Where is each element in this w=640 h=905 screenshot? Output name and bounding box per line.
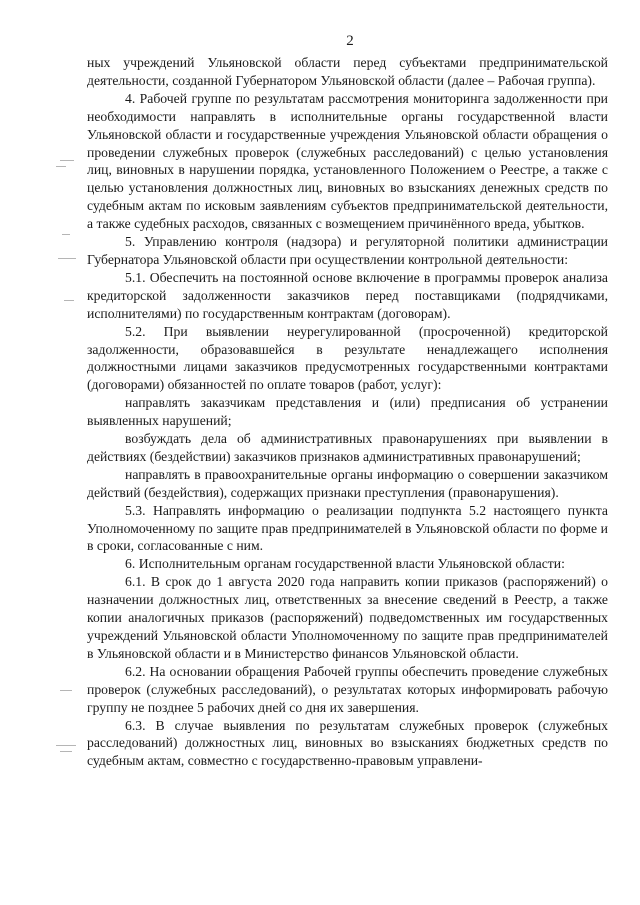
paragraph-item-6-2: 6.2. На основании обращения Рабочей группы обеспечить проведение служебных проверок (служебных расследований), о результатах которых информировать рабочую группу не позднее 5 рабочих дней со дня их завершения. [87, 663, 608, 715]
paragraph-item-6-3: 6.3. В случае выявления по результатам служебных проверок (служебных расследований) должностных лиц, виновных во взысканиях бюджетных средств по судебным актам, совместно с государственно-правовым управлени- [87, 717, 608, 769]
paragraph-continuation: ных учреждений Ульяновской области перед субъектами предпринимательской деятельности, созданной Губернатором Ульяновской области (далее – Рабочая группа). [87, 55, 608, 88]
paragraph-item-5-2-b: возбуждать дела об административных правонарушениях при выявлении в действиях (бездействии) заказчиков признаков административных правонарушений; [87, 431, 608, 464]
margin-mark [60, 690, 72, 691]
page-number: 2 [346, 33, 354, 49]
paragraph-item-5-2: 5.2. При выявлении неурегулированной (просроченной) кредиторской задолженности, образовавшейся в результате ненадлежащего исполнения должностными лицами заказчиков предусмотренных государственными контрактами (договорами) обязанностей по оплате товаров (работ, услуг): [87, 323, 608, 393]
scan-margin-marks [0, 0, 80, 905]
document-body [87, 54, 608, 770]
margin-mark [62, 234, 70, 235]
paragraph-item-5-2-a: направлять заказчикам представления и (или) предписания об устранении выявленных нарушений; [87, 395, 608, 429]
margin-mark [56, 745, 76, 746]
paragraph-item-4: 4. Рабочей группе по результатам рассмотрения мониторинга задолженности при необходимости направлять в исполнительные органы государственной власти Ульяновской области и государственные учреждения Ульяновской области обращения о проведении служебных проверок (служебных расследований) с целью установления лиц, виновных в нарушении порядка, установленного Положением о Реестре, а также с целью установления должностных лиц, виновных во взысканиях денежных средств по судебным актам по исковым заявлениям субъектов предпринимательской деятельности, а также судебных расходов, связанных с возмещением причинённого вреда, убытков. [87, 90, 608, 232]
margin-mark [56, 166, 66, 167]
paragraph-item-5-2-c: направлять в правоохранительные органы информацию о совершении заказчиком действий (бездействия), содержащих признаки преступления (правонарушения). [87, 466, 608, 500]
margin-mark [64, 300, 74, 301]
margin-mark [60, 751, 72, 752]
margin-mark [60, 160, 74, 161]
margin-mark [58, 258, 76, 259]
paragraph-item-5: 5. Управлению контроля (надзора) и регуляторной политики администрации Губернатора Ульяновской области при осуществлении контрольной деятельности: [87, 234, 608, 267]
paragraph-item-5-3: 5.3. Направлять информацию о реализации подпункта 5.2 настоящего пункта Уполномоченному по защите прав предпринимателей в Ульяновской области по форме и в сроки, согласованные с ним. [87, 502, 608, 554]
paragraph-item-6: 6. Исполнительным органам государственной власти Ульяновской области: [125, 556, 565, 572]
paragraph-item-6-1: 6.1. В срок до 1 августа 2020 года направить копии приказов (распоряжений) о назначении должностных лиц, ответственных за внесение сведений в Реестр, а также копии аналогичных приказов (распоряжений) подведомственных им государственных учреждений Ульяновской области Уполномоченному по защите прав предпринимателей в Ульяновской области и в Министерство финансов Ульяновской области. [87, 574, 608, 661]
paragraph-item-5-1: 5.1. Обеспечить на постоянной основе включение в программы проверок анализа кредиторской задолженности заказчиков перед поставщиками (подрядчиками, исполнителями) по государственным контрактам (договорам). [87, 269, 608, 321]
